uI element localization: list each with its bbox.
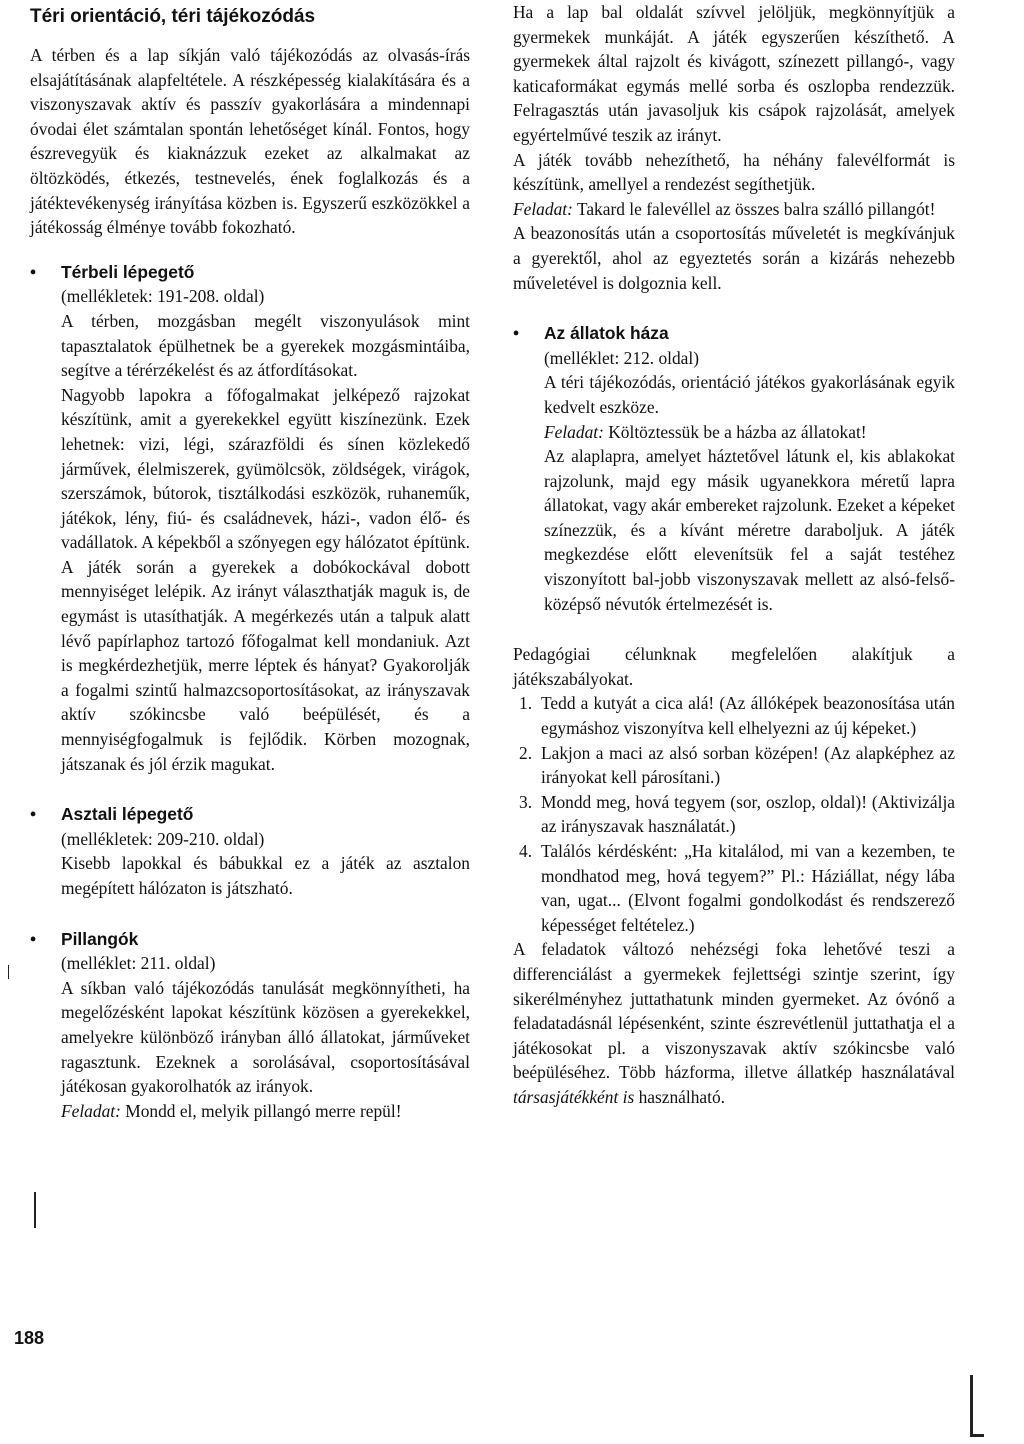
task-text: Takard le falevéllel az összes balra szálló pillangót! (572, 198, 936, 219)
rule-number: 1. (519, 693, 533, 714)
task-label: Feladat: (544, 421, 604, 442)
section-title: Az állatok háza (544, 323, 669, 344)
rules-intro: Pedagógiai célunknak megfelelően alakítjuk a játékszabályokat. (513, 644, 955, 689)
section-paragraph: A téri tájékozódás, orientáció játékos gyakorlásának egyik kedvelt eszköze. (544, 372, 955, 417)
left-column (30, 0, 470, 1123)
section-allatok-haza (513, 321, 955, 616)
page-title: Téri orientáció, téri tájékozódás (30, 6, 316, 27)
scan-mark (970, 1434, 984, 1437)
section-pillangok (30, 927, 470, 1124)
closing-paragraph (513, 937, 955, 1109)
task-label: Feladat: (61, 1100, 121, 1121)
bullet-icon: • (30, 928, 37, 949)
rule-number: 3. (519, 791, 533, 812)
right-paragraph: Ha a lap bal oldalát szívvel jelöljük, megkönnyítjük a gyermekek munkáját. A játék egyszerűen készíthető. A gyermekek által rajzolt és kivágott, színezett pillangó-, vagy katicaformákat egymás mellé sorba és oszlopba rendezzük. Felragasztás után javasoljuk kis csápok rajzolását, amelyek egyértelművé teszik az irányt. (513, 2, 955, 145)
task-text: Költöztessük be a házba az állatokat! (603, 421, 867, 442)
section-paragraph: Kisebb lapokkal és bábukkal ez a játék az asztalon megépített hálózaton is játszható. (61, 853, 470, 898)
scan-mark (34, 1192, 36, 1228)
section-ref: (melléklet: 212. oldal) (544, 347, 700, 368)
section-paragraph: Nagyobb lapokra a főfogalmakat jelképező rajzokat készítünk, amit a gyerekekkel együtt kiszínezünk. Ezek lehetnek: vizi, légi, szárazföldi és sínen közlekedő járművek, élelmiszerek, gyümölcsök, zöldségek, virágok, szerszámok, bútorok, tisztálkodási eszközök, ruhaneműk, játékok, lény, fiú- és családnevek, házi-, vadon élő- és vadállatok. A képekből a szőnyegen egy hálózatot építünk. A játék során a gyerekek a dobókockával dobott mennyiséget lelépik. Az irányt választhatják maguk is, de egymást is utasíthatják. A megérkezés után a talpuk alatt lévő papírlaphoz tartozó főfogalmat kell mondaniuk. Azt is megkérdezhetjük, merre léptek és hányat? Gyakorolják a fogalmi szintű halmazcsoportosításokat, az irányszavak aktív szókincsbe való beépülését, és a mennyiségfogalmuk is fejlődik. Körben mozognak, játszanak és jól érzik magukat. (61, 384, 470, 774)
right-paragraph: A beazonosítás után a csoportosítás műveletét is megkívánjuk a gyerektől, ahol az egyeztetés során a kizárás nehezebb műveletével is dolgoznia kell. (513, 223, 955, 293)
rule-text: Lakjon a maci az alsó sorban középen! (Az alapképhez az irányokat kell párosítani.) (541, 742, 955, 788)
section-title: Térbeli lépegető (61, 261, 195, 282)
rule-number: 2. (519, 742, 533, 763)
list-item (513, 741, 955, 790)
section-ref: (mellékletek: 209-210. oldal) (61, 828, 265, 849)
list-item (513, 691, 955, 740)
section-paragraph: Az alaplapra, amelyet háztetővel látunk el, kis ablakokat rajzolunk, majd egy másik ugyanekkora méretű lapra állatokat, vagy akár embereket rajzolunk. Ezeket a képeket színezzük, és a kívánt méretre daraboljuk. A játék megkezdése előtt elevenítsük fel a saját testéhez viszonyított bal-jobb viszonyszavak mellett az alsó-felső-középső névutók értelmezését is. (544, 446, 955, 614)
list-item (513, 839, 955, 937)
rule-text: Mondd meg, hová tegyem (sor, oszlop, oldal)! (Aktivizálja az irányszavak használatát.) (541, 791, 955, 837)
rule-number: 4. (519, 841, 533, 861)
scan-mark (8, 965, 9, 979)
page-number: 188 (14, 1328, 45, 1348)
section-title: Asztali lépegető (61, 804, 194, 825)
task-line (513, 197, 955, 222)
closing-text: A feladatok változó nehézségi foka lehetővé teszi a differenciálást a gyermekek fejlettségi szintje szerint, így sikerélményhez juttathatunk minden gyermeket. Az óvónő a feladatadásnál lépésenként, szinte észrevétlenül juttathatja el a játékosokat pl. a viszonyszavak aktív szókincsbe való beépüléséhez. Több házforma, illetve állatkép használatával (513, 939, 955, 1083)
section-ref: (melléklet: 211. oldal) (61, 953, 216, 974)
task-text: Mondd el, melyik pillangó merre repül! (120, 1100, 402, 1121)
section-ref: (mellékletek: 191-208. oldal) (61, 286, 265, 307)
bullet-icon: • (513, 323, 520, 344)
intro-paragraph: A térben és a lap síkján való tájékozódás az olvasás-írás elsajátításának alapfeltétele. A részképesség kialakítására és a viszonyszavak aktív és passzív gyakorlására a mindennapi óvodai élet számtalan spontán lehetőséget kínál. Fontos, hogy észrevegyük és kiaknázzuk ezeket az alkalmakat az öltözködés, étkezés, testnevelés, ének foglalkozás és a játéktevékenység irányítása közben is. Egyszerű eszközökkel a játékosság élménye tovább fokozható. (30, 45, 470, 238)
closing-text-end: használható. (634, 1086, 726, 1107)
section-paragraph: A síkban való tájékozódás tanulását megkönnyítheti, ha megelőzésként lapokat készítünk közösen a gyerekekkel, amelyekre különböző irányban álló állatokat, járműveket ragasztunk. Ezeknek a sorolásával, csoportosításával játékosan gyakorolhatók az irányok. (61, 977, 470, 1097)
task-line (544, 420, 955, 445)
right-column (513, 0, 955, 1110)
rule-text: Találós kérdésként: „Ha kitalálod, mi van a kezemben, te mondhatod meg, hová tegyem?” Pl.: Háziállat, négy lába van, ugat... (Elvont fogalmi gondolkodást és rendszerező képességet feltételez.) (541, 841, 955, 935)
section-paragraph: A térben, mozgásban megélt viszonyulások mint tapasztalatok épülhetnek be a gyerekek mozgásmintáiba, segítve a térérzékelést és az átfordításokat. (61, 310, 470, 381)
task-line (61, 1099, 470, 1124)
bullet-icon: • (30, 261, 37, 282)
closing-emphasis: társasjátékként is (513, 1086, 635, 1107)
task-label: Feladat: (513, 198, 573, 219)
scan-mark (970, 1375, 973, 1437)
rule-text: Tedd a kutyát a cica alá! (Az állóképek beazonosítása után egymáshoz viszonyítva kell elhelyezni az új képeket.) (541, 693, 955, 739)
section-terbeli-lepegeto (30, 260, 470, 776)
list-item (513, 790, 955, 839)
section-asztali-lepegeto (30, 802, 470, 900)
right-paragraph: A játék tovább nehezíthető, ha néhány falevélformát is készítünk, amellyel a rendezést segíthetjük. (513, 149, 955, 195)
section-title: Pillangók (61, 928, 139, 949)
bullet-icon: • (30, 804, 37, 825)
rules-list (513, 691, 955, 937)
